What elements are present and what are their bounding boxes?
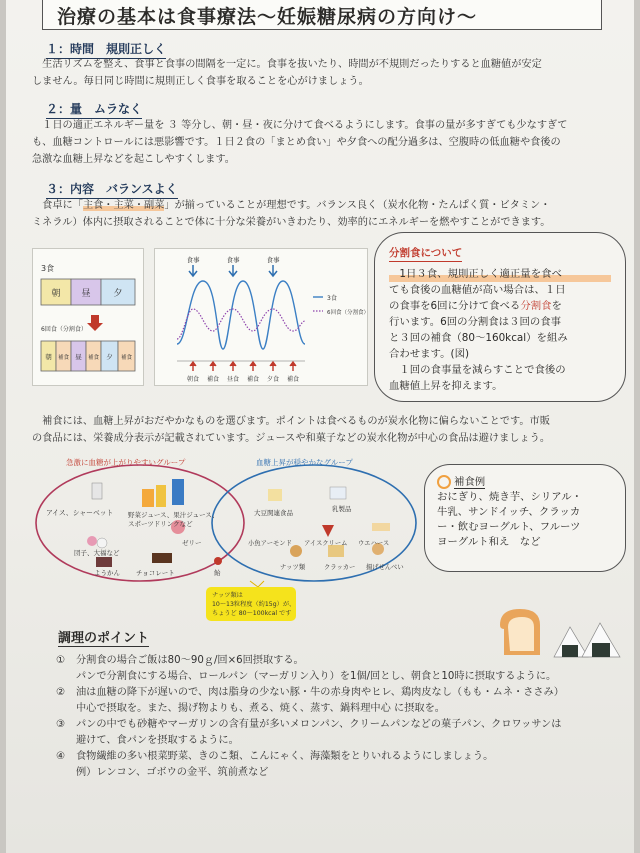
snack-examples-title: 補食例 bbox=[454, 476, 486, 488]
food-group-venn bbox=[32, 453, 422, 623]
three-meal-2: 昼 bbox=[81, 289, 91, 299]
cooking-point-3-line-1: パンの中でも砂糖やマーガリンの含有量が多いメロンパン、クリームパンなどの菓子パン、クロワッサンは bbox=[76, 719, 562, 730]
split-meal-callout bbox=[374, 232, 626, 402]
venn-left-title: 急激に血糖が上がりやすいグループ bbox=[66, 458, 186, 467]
yokan-icon bbox=[96, 557, 112, 567]
venn-right-item-7: クラッカー bbox=[324, 564, 356, 571]
sports-drink-icon bbox=[172, 479, 184, 505]
x-label-4: 補食 bbox=[246, 376, 260, 383]
split-meal-line-1: 1日３食、規則正しく適正量を食べ bbox=[389, 266, 611, 282]
cooking-point-4-line-2: 例）レンコン、ゴボウの金平、筑前煮など bbox=[76, 767, 269, 778]
meal-arrow-icon-3 bbox=[269, 265, 277, 276]
nuts-note-line-1: ナッツ類は bbox=[212, 592, 243, 599]
down-arrow-icon bbox=[87, 315, 103, 331]
ice-cream-icon bbox=[322, 525, 334, 537]
cooking-points-list bbox=[56, 653, 622, 781]
snack-example-line-4: ヨーグルト和え など bbox=[437, 536, 541, 548]
meal-label-2: 食事 bbox=[226, 256, 240, 264]
juice-icon bbox=[142, 489, 154, 507]
dairy-icon bbox=[330, 487, 346, 499]
glucose-curve-chart bbox=[154, 248, 368, 386]
document-page bbox=[6, 0, 634, 853]
intake-arrow-icon-2 bbox=[210, 362, 216, 371]
snack-example-line-2: 牛乳、サンドイッチ、クラッカ bbox=[437, 506, 581, 518]
venn-left-item-2: 野菜ジュース、果汁ジュース、 bbox=[128, 511, 219, 519]
snack-line-2: の食品には、栄養成分表示が記載されています。ジュースや和菓子などの炭水化物が中心の食品は避けましょう。 bbox=[32, 433, 551, 444]
cooking-point-4 bbox=[56, 749, 622, 781]
venn-left-item-3: スポーツドリンクなど bbox=[128, 520, 193, 528]
six-meal-3: 昼 bbox=[75, 353, 82, 361]
meal-label-3: 食事 bbox=[266, 256, 280, 264]
chocolate-icon bbox=[152, 553, 172, 563]
daifuku-icon bbox=[97, 538, 107, 548]
split-meal-line-6: 合わせます。(図) bbox=[389, 348, 470, 360]
meal-arrow-icon-1 bbox=[189, 265, 197, 276]
split-meal-line-4: 行います。6回の分割食は３回の食事 bbox=[389, 316, 562, 328]
six-meal-6: 補食 bbox=[120, 355, 133, 361]
dango-icon bbox=[87, 536, 97, 546]
section-2-text bbox=[32, 117, 624, 168]
cooking-points-title: 調理のポイント bbox=[58, 627, 149, 647]
venn-right-item-5: ウエハース bbox=[358, 540, 390, 547]
page-title: 治療の基本は食事療法〜妊娠糖尿病の方向け〜 bbox=[42, 0, 602, 30]
nuts-note-line-2: 10〜13粒程度（約15g）が、 bbox=[212, 601, 296, 608]
three-meal-1: 朝 bbox=[51, 289, 61, 299]
split-meal-line-5: と３回の補食（80〜160kcal）を組み bbox=[389, 332, 568, 344]
section-3-line-2: ミネラル）体内に摂取されることで体に十分な栄養がいきわたり、効率的にエネルギーを燃やすことができます。 bbox=[32, 217, 551, 228]
cooking-point-1 bbox=[56, 653, 622, 685]
split-meal-line-7: １回の食事量を減らすことで食後の bbox=[389, 364, 566, 376]
section-3-heading: ３：内容 バランスよく bbox=[46, 180, 178, 199]
cooking-point-1-number: ① bbox=[56, 655, 66, 666]
x-label-3: 昼食 bbox=[226, 376, 240, 383]
split-meal-line-3-pre: の食事を6回に分けて食べる bbox=[389, 300, 521, 312]
venn-left-item-6: ようかん bbox=[94, 569, 120, 577]
venn-right-title: 血糖上昇が穏やかなグループ bbox=[256, 458, 353, 467]
six-meal-label: 6回食（分割食） bbox=[41, 326, 87, 333]
venn-right-item-6: ナッツ類 bbox=[280, 564, 306, 571]
meal-markers bbox=[187, 255, 281, 276]
snack-line-1: 補食には、血糖上昇がおだやかなものを選びます。ポイントは食べるものが炭水化物に偏らないことです。市販 bbox=[32, 416, 550, 427]
x-label-1: 朝食 bbox=[186, 376, 200, 383]
venn-left-item-1: アイス、シャーベット bbox=[46, 509, 114, 517]
section-1-line-2: しません。毎日同じ時間に規則正しく食事を取ることを心がけましょう。 bbox=[32, 76, 369, 87]
six-meal-2: 補食 bbox=[57, 355, 70, 361]
section-2-line-2: も、血糖コントロールには悪影響です。１日２食の「まとめ食い」や夕食への配分過多は、空腹時の低血糖や食後の bbox=[32, 137, 561, 148]
meal-label-1: 食事 bbox=[186, 256, 200, 264]
cooking-point-3 bbox=[56, 717, 622, 749]
bread-crumb-icon bbox=[508, 617, 534, 651]
x-label-5: 夕食 bbox=[266, 376, 280, 383]
wafer-icon bbox=[372, 523, 390, 531]
section-1-line-1: 生活リズムを整え、食事と食事の間隔を一定に。食事を抜いたり、時間が不規則だったりすると血糖値が安定 bbox=[32, 59, 542, 70]
venn-right-item-3: 小魚アーモンド bbox=[248, 540, 292, 547]
section-3-line-1-pre: 食卓に「 bbox=[32, 200, 83, 211]
intake-arrow-icon-4 bbox=[250, 362, 256, 371]
six-meal-5: 夕 bbox=[106, 353, 113, 361]
section-1-heading: １：時間 規則正しく bbox=[46, 40, 166, 59]
cooking-point-1-line-2: パンで分割食にする場合、ロールパン（マーガリン入り）を1個/回とし、朝食と10時に摂取するように。 bbox=[76, 671, 557, 682]
venn-left-item-8: 飴 bbox=[214, 569, 221, 577]
cooking-point-4-number: ④ bbox=[56, 751, 66, 762]
three-meal-curve bbox=[177, 281, 305, 349]
split-meal-line-8: 血糖値上昇を抑えます。 bbox=[389, 380, 503, 392]
venn-right-item-2: 乳製品 bbox=[332, 505, 352, 513]
six-meal-4: 補食 bbox=[87, 355, 100, 361]
three-meal-label: 3食 bbox=[41, 264, 55, 273]
intake-arrow-icon-3 bbox=[230, 362, 236, 371]
section-1-text bbox=[32, 56, 624, 90]
cooking-point-2 bbox=[56, 685, 622, 717]
cooking-point-2-line-2: 中心で摂取を。また、揚げ物よりも、煮る、焼く、蒸す、鍋料理中心 に摂取を。 bbox=[76, 703, 445, 714]
cooking-point-3-line-2: 避けて、食パンを摂取するように。 bbox=[76, 735, 239, 746]
intake-arrow-icon-1 bbox=[190, 362, 196, 371]
snack-examples-title-row bbox=[437, 475, 613, 490]
cooking-point-3-number: ③ bbox=[56, 719, 66, 730]
three-meal-3: 夕 bbox=[113, 289, 123, 299]
juice-icon-2 bbox=[156, 485, 166, 507]
section-2-line-1: １日の適正エネルギー量を ３ 等分し、朝・昼・夜に分けて食べるようにします。食事の量が多すぎても少なすぎて bbox=[32, 120, 568, 131]
venn-left-item-4: 団子、大福など bbox=[74, 549, 120, 557]
snack-example-line-1: おにぎり、焼き芋、シリアル・ bbox=[437, 491, 583, 503]
split-meal-line-2: ても食後の血糖値が高い場合は、１日 bbox=[389, 284, 566, 296]
cooking-point-2-number: ② bbox=[56, 687, 66, 698]
cooking-point-4-line-1: 食物繊維の多い根菜野菜、きのこ類、こんにゃく、海藻類をとりいれるようにしましょう。 bbox=[76, 751, 494, 762]
meal-split-svg bbox=[33, 249, 145, 387]
section-3-line-1-post: 」が揃っていることが理想です。バランス良く（炭水化物・たんぱく質・ビタミン・ bbox=[164, 200, 551, 211]
section-2-line-3: 急激な血糖上昇などを起こしやすくします。 bbox=[32, 154, 235, 165]
snack-examples-callout bbox=[424, 464, 626, 572]
section-2-heading: ２：量 ムラなく bbox=[46, 100, 142, 119]
split-meal-keyword: 分割食 bbox=[520, 300, 552, 312]
soy-icon bbox=[268, 489, 282, 501]
candy-icon bbox=[214, 557, 222, 565]
six-meal-curve bbox=[177, 309, 305, 339]
x-label-6: 補食 bbox=[286, 376, 300, 383]
ice-icon bbox=[92, 483, 102, 499]
venn-right-item-8: 揚げせんべい bbox=[366, 564, 404, 571]
venn-svg bbox=[32, 453, 422, 623]
split-meal-line-3-post: を bbox=[551, 300, 562, 312]
snack-paragraph bbox=[32, 413, 624, 447]
venn-left-item-5: ゼリー bbox=[182, 539, 202, 547]
section-3-highlight: 主食・主菜・副菜 bbox=[82, 200, 165, 211]
venn-right-item-1: 大豆関連食品 bbox=[254, 509, 293, 517]
intake-arrows bbox=[190, 362, 296, 371]
cooking-point-2-line-1: 油は血糖の降下が遅いので、肉は脂身の少ない豚・牛の赤身肉やヒレ、鶏肉皮なし（もも・ムネ・ささみ） bbox=[76, 687, 564, 698]
section-3-line-1 bbox=[32, 197, 624, 214]
legend-six: 6回食（分割食） bbox=[327, 310, 369, 316]
x-label-2: 補食 bbox=[206, 376, 220, 383]
glucose-curve-svg bbox=[155, 249, 369, 387]
cooking-point-1-line-1: 分割食の場合ご飯は80〜90ｇ/回×6回摂取する。 bbox=[76, 655, 304, 666]
section-3-text bbox=[32, 197, 624, 231]
legend-three: 3食 bbox=[327, 295, 337, 302]
split-meal-line-3 bbox=[389, 298, 611, 314]
venn-left-item-7: チョコレート bbox=[136, 569, 175, 577]
six-meal-1: 朝 bbox=[45, 353, 52, 361]
meal-arrow-icon-2 bbox=[229, 265, 237, 276]
split-meal-title: 分割食について bbox=[389, 245, 462, 262]
orange-circle-icon bbox=[437, 475, 451, 489]
venn-right-item-4: アイスクリーム bbox=[304, 540, 348, 547]
nuts-note-line-3: ちょうど 80〜100kcal です bbox=[212, 610, 292, 617]
snack-example-line-3: ー・飲むヨーグルト、フルーツ bbox=[437, 521, 581, 533]
meal-split-diagram bbox=[32, 248, 144, 386]
nuts-note-pointer bbox=[250, 581, 264, 587]
intake-arrow-icon-6 bbox=[290, 362, 296, 371]
intake-arrow-icon-5 bbox=[270, 362, 276, 371]
